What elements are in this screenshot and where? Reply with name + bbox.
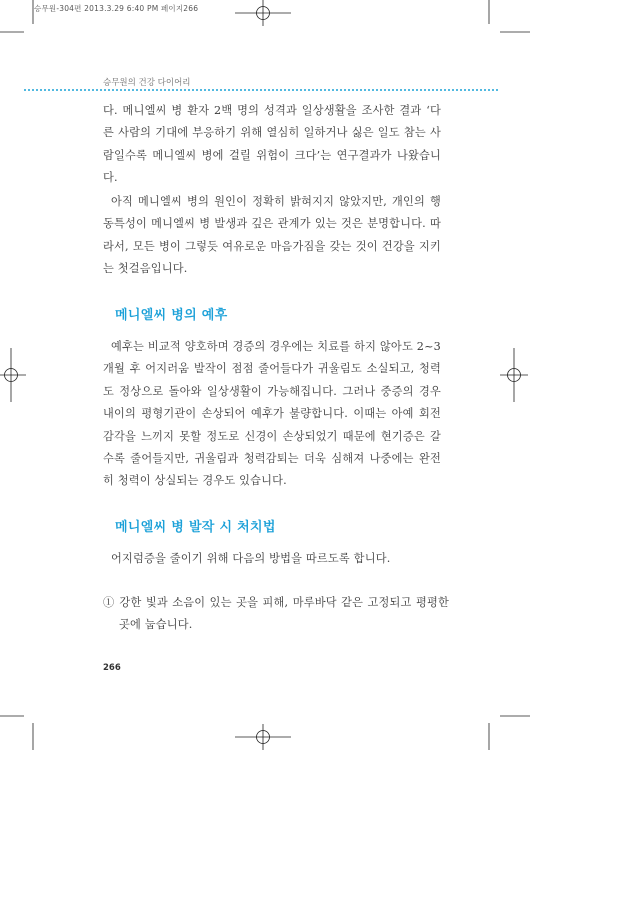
printer-slug: 승무원-304편 2013.3.29 6:40 PM 페이지266 <box>34 4 199 13</box>
body-paragraph-3: 예후는 비교적 양호하며 경증의 경우에는 치료를 하지 않아도 2~3개월 후 어지러움 발작이 점점 줄어들다가 귀울림도 소실되고, 청력도 정상으로 돌아와 일상생활이 가능해집니다. 그러나 중증의 경우 내이의 평형기관이 손상되어 예후가 불량합니다. 이때는 아예 회전감각을 느끼지 못할 정도로 신경이 손상되었기 때문에 현기증은 갈수록 줄어들지만, 귀울림과 청력감퇴는 더욱 심해져 나중에는 완전히 청력이 상실되는 경우도 있습니다. <box>103 340 441 488</box>
list-item-1: ① 강한 빛과 소음이 있는 곳을 피해, 마루바닥 같은 고정되고 평평한 곳에 눕습니다. <box>103 596 449 632</box>
body-paragraph-4: 어지럼증을 줄이기 위해 다음의 방법을 따르도록 합니다. <box>111 552 391 565</box>
header-rule <box>24 89 498 91</box>
section-heading-attack-treatment: 메니엘씨 병 발작 시 처치법 <box>115 520 276 535</box>
body-paragraph-1: 다. 메니엘씨 병 환자 2백 명의 성격과 일상생활을 조사한 결과 ‘다른 사람의 기대에 부응하기 위해 열심히 일하거나 싫은 일도 참는 사람일수록 메니엘씨 병에 걸릴 위험이 크다’는 연구결과가 나왔습니다. <box>103 104 441 185</box>
page-number: 266 <box>103 663 121 673</box>
body-paragraph-2: 아직 메니엘씨 병의 원인이 정확히 밝혀지지 않았지만, 개인의 행동특성이 메니엘씨 병 발생과 깊은 관계가 있는 것은 분명합니다. 따라서, 모든 병이 그렇듯 여유로운 마음가짐을 갖는 것이 건강을 지키는 첫걸음입니다. <box>103 195 441 276</box>
section-heading-prognosis: 메니엘씨 병의 예후 <box>115 308 228 323</box>
running-head: 승무원의 건강 다이어리 <box>103 78 191 88</box>
